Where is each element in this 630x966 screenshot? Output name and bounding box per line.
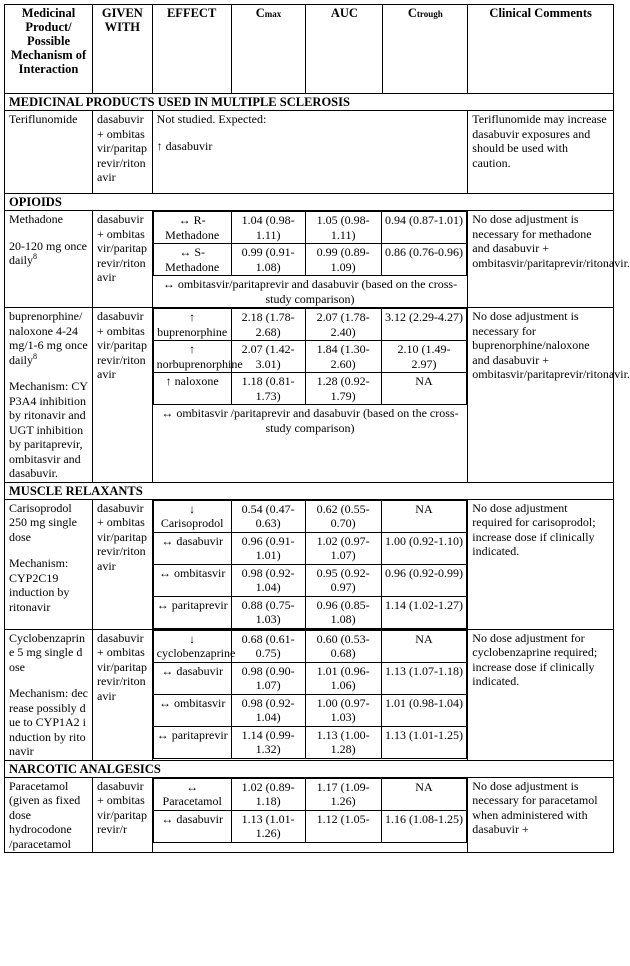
pk-row: [153, 212, 467, 244]
product-name: [5, 211, 93, 308]
header-product: Medicinal Product/ Possible Mechanism of Interaction: [5, 5, 93, 94]
clinical-comment: No dose adjustment is necessary for buprenorphine/naloxone and dasabuvir + ombitasvir/paritaprevir/ritonavir.: [468, 308, 614, 483]
pk-label: ↔ ombitasvir: [153, 694, 231, 726]
product-dose: 20-120 mg once daily$^8$: [9, 238, 87, 267]
pk-ctrough: 1.13 (1.07-1.18): [381, 662, 467, 694]
pk-table: [153, 630, 468, 759]
pk-row: [153, 778, 467, 810]
mechanism-text: Mechanism: decrease possibly due to CYP1A2 induction by ritonavir: [9, 686, 88, 758]
pk-label: ↔ Paracetamol: [153, 778, 231, 810]
pk-note-row: [153, 405, 467, 437]
pk-cmax: 0.68 (0.61-0.75): [231, 630, 305, 662]
pk-ctrough: NA: [381, 630, 467, 662]
pk-label: ↔ S-Methadone: [153, 244, 231, 276]
pk-ctrough: 0.94 (0.87-1.01): [381, 212, 467, 244]
pk-ctrough: NA: [381, 778, 467, 810]
product-name: [5, 308, 93, 483]
product-name: [5, 499, 93, 629]
pk-cmax: 2.18 (1.78-2.68): [231, 309, 305, 341]
pk-ctrough: NA: [381, 500, 467, 532]
pk-cmax: 0.88 (0.75-1.03): [231, 596, 305, 628]
pk-ctrough: 1.13 (1.01-1.25): [381, 726, 467, 758]
header-effect: EFFECT: [152, 5, 231, 94]
section-title-opioids: OPIOIDS: [5, 194, 614, 211]
pk-ctrough: 0.96 (0.92-0.99): [381, 564, 467, 596]
pk-label: ↓ cyclobenzaprine: [153, 630, 231, 662]
pk-auc: 0.95 (0.92-0.97): [305, 564, 381, 596]
effect-cell: [152, 777, 468, 853]
product-title: buprenorphine/ naloxone 4-24 mg/1-6 mg once daily$^8$: [9, 309, 88, 367]
pk-row: [153, 564, 467, 596]
clinical-comment: No dose adjustment required for carisoprodol; increase dose if clinically indicated.: [468, 499, 614, 629]
pk-label: ↔ dasabuvir: [153, 662, 231, 694]
section-row: [5, 482, 614, 499]
pk-note: ↔ ombitasvir /paritaprevir and dasabuvir (based on the cross-study comparison): [161, 406, 459, 435]
pk-ctrough: 3.12 (2.29-4.27): [381, 309, 467, 341]
pk-auc: 0.62 (0.55-0.70): [305, 500, 381, 532]
section-title-muscle: MUSCLE RELAXANTS: [5, 482, 614, 499]
section-title-ms: MEDICINAL PRODUCTS USED IN MULTIPLE SCLEROSIS: [5, 94, 614, 111]
pk-label: ↑ norbuprenorphine: [153, 341, 231, 373]
effect-cell: [152, 629, 468, 760]
product-title: Carisoprodol 250 mg single dose: [9, 500, 77, 544]
effect-cell: [152, 499, 468, 629]
pk-row: [153, 373, 467, 405]
pk-cmax: 1.13 (1.01-1.26): [231, 810, 305, 842]
header-ctrough: Ctrough: [383, 5, 468, 94]
given-with: dasabuvir + ombitasvir/paritaprevir/ritonavir: [93, 111, 153, 194]
pk-note-row: [153, 276, 467, 308]
effect-text: ↑ dasabuvir: [156, 138, 213, 153]
header-auc: AUC: [306, 5, 383, 94]
pk-label: ↑ buprenorphine: [153, 309, 231, 341]
pk-cmax: 0.99 (0.91-1.08): [231, 244, 305, 276]
pk-label: ↔ ombitasvir: [153, 564, 231, 596]
pk-auc: 1.28 (0.92-1.79): [305, 373, 381, 405]
effect-cell: [152, 211, 468, 308]
pk-cmax: 0.98 (0.92-1.04): [231, 564, 305, 596]
pk-cmax: 2.07 (1.42-3.01): [231, 341, 305, 373]
given-with: dasabuvir + ombitasvir/paritaprevir/r: [93, 777, 153, 853]
pk-cmax: 0.54 (0.47-0.63): [231, 500, 305, 532]
pk-auc: 1.17 (1.09-1.26): [305, 778, 381, 810]
pk-cmax: 1.18 (0.81-1.73): [231, 373, 305, 405]
given-with: dasabuvir + ombitasvir/paritaprevir/ritonavir: [93, 629, 153, 760]
table-row: [5, 308, 614, 483]
pk-row: [153, 341, 467, 373]
pk-ctrough: 1.00 (0.92-1.10): [381, 532, 467, 564]
section-row: [5, 760, 614, 777]
pk-label: ↓ Carisoprodol: [153, 500, 231, 532]
header-row: [5, 5, 614, 94]
pk-auc: 1.84 (1.30-2.60): [305, 341, 381, 373]
section-row: [5, 94, 614, 111]
given-with: dasabuvir + ombitasvir/paritaprevir/ritonavir: [93, 211, 153, 308]
pk-cmax: 0.96 (0.91-1.01): [231, 532, 305, 564]
clinical-comment: Teriflunomide may increase dasabuvir exposures and should be used with caution.: [468, 111, 614, 194]
pk-ctrough: 1.16 (1.08-1.25): [381, 810, 467, 842]
pk-row: [153, 694, 467, 726]
pk-auc: 2.07 (1.78-2.40): [305, 309, 381, 341]
product-title: Methadone: [9, 212, 63, 226]
table-row: [5, 777, 614, 853]
pk-ctrough: NA: [381, 373, 467, 405]
header-given: GIVEN WITH: [93, 5, 153, 94]
pk-row: [153, 726, 467, 758]
interaction-table: [4, 4, 630, 853]
pk-row: [153, 532, 467, 564]
given-with: dasabuvir + ombitasvir/paritaprevir/ritonavir: [93, 499, 153, 629]
pk-table: [153, 778, 468, 843]
pk-auc: 1.12 (1.05-: [305, 810, 381, 842]
pk-table: [153, 500, 468, 629]
pk-ctrough: 2.10 (1.49- 2.97): [381, 341, 467, 373]
pk-cmax: 1.04 (0.98-1.11): [231, 212, 305, 244]
mechanism-text: Mechanism: CYP3A4 inhibition by ritonavir and UGT inhibition by paritaprevir, ombitasvir and dasabuvir.: [9, 379, 88, 480]
pk-ctrough: 0.86 (0.76-0.96): [381, 244, 467, 276]
table-row: [5, 111, 614, 194]
pk-auc: 0.96 (0.85-1.08): [305, 596, 381, 628]
clinical-comment: No dose adjustment is necessary for methadone and dasabuvir + ombitasvir/paritaprevir/ritonavir.: [468, 211, 614, 308]
pk-row: [153, 630, 467, 662]
clinical-comment: No dose adjustment is necessary for paracetamol when administered with dasabuvir +: [468, 777, 614, 853]
section-title-narcotic: NARCOTIC ANALGESICS: [5, 760, 614, 777]
table-row: [5, 629, 614, 760]
pk-cmax: 1.14 (0.99-1.32): [231, 726, 305, 758]
pk-auc: 0.60 (0.53-0.68): [305, 630, 381, 662]
pk-label: ↑ naloxone: [153, 373, 231, 405]
pk-cmax: 0.98 (0.90-1.07): [231, 662, 305, 694]
given-with: dasabuvir + ombitasvir/paritaprevir/ritonavir: [93, 308, 153, 483]
pk-auc: 1.02 (0.97-1.07): [305, 532, 381, 564]
section-row: [5, 194, 614, 211]
header-comments: Clinical Comments: [468, 5, 614, 94]
pk-row: [153, 309, 467, 341]
pk-ctrough: 1.01 (0.98-1.04): [381, 694, 467, 726]
pk-auc: 1.13 (1.00-1.28): [305, 726, 381, 758]
effect-cell: [152, 308, 468, 483]
mechanism-text: Mechanism: CYP2C19 induction by ritonavir: [9, 556, 70, 614]
product-name: [5, 629, 93, 760]
pk-label: ↔ dasabuvir: [153, 810, 231, 842]
pk-row: [153, 662, 467, 694]
pk-auc: 1.01 (0.96-1.06): [305, 662, 381, 694]
pk-row: [153, 500, 467, 532]
header-cmax: Cmax: [231, 5, 306, 94]
pk-cmax: 1.02 (0.89-1.18): [231, 778, 305, 810]
table-row: [5, 499, 614, 629]
product-name: Teriflunomide: [5, 111, 93, 194]
pk-label: ↔ R-Methadone: [153, 212, 231, 244]
pk-row: [153, 244, 467, 276]
pk-label: ↔ paritaprevir: [153, 726, 231, 758]
pk-cmax: 0.98 (0.92-1.04): [231, 694, 305, 726]
pk-row: [153, 810, 467, 842]
table-row: [5, 211, 614, 308]
product-name: Paracetamol (given as fixed dose hydrocodone /paracetamol: [5, 777, 93, 853]
pk-note: ↔ ombitasvir/paritaprevir and dasabuvir (based on the cross-study comparison): [162, 277, 458, 306]
pk-table: [153, 211, 468, 307]
pk-auc: 1.05 (0.98-1.11): [305, 212, 381, 244]
clinical-comment: No dose adjustment for cyclobenzaprine required; increase dose if clinically indicated.: [468, 629, 614, 760]
pk-ctrough: 1.14 (1.02-1.27): [381, 596, 467, 628]
pk-label: ↔ dasabuvir: [153, 532, 231, 564]
pk-auc: 0.99 (0.89-1.09): [305, 244, 381, 276]
pk-table: [153, 308, 468, 436]
pk-row: [153, 596, 467, 628]
pk-label: ↔ paritaprevir: [153, 596, 231, 628]
product-title: Cyclobenzaprine 5 mg single dose: [9, 630, 85, 674]
effect-cell: [152, 111, 468, 194]
pk-auc: 1.00 (0.97-1.03): [305, 694, 381, 726]
effect-text: Not studied. Expected:: [156, 112, 267, 126]
